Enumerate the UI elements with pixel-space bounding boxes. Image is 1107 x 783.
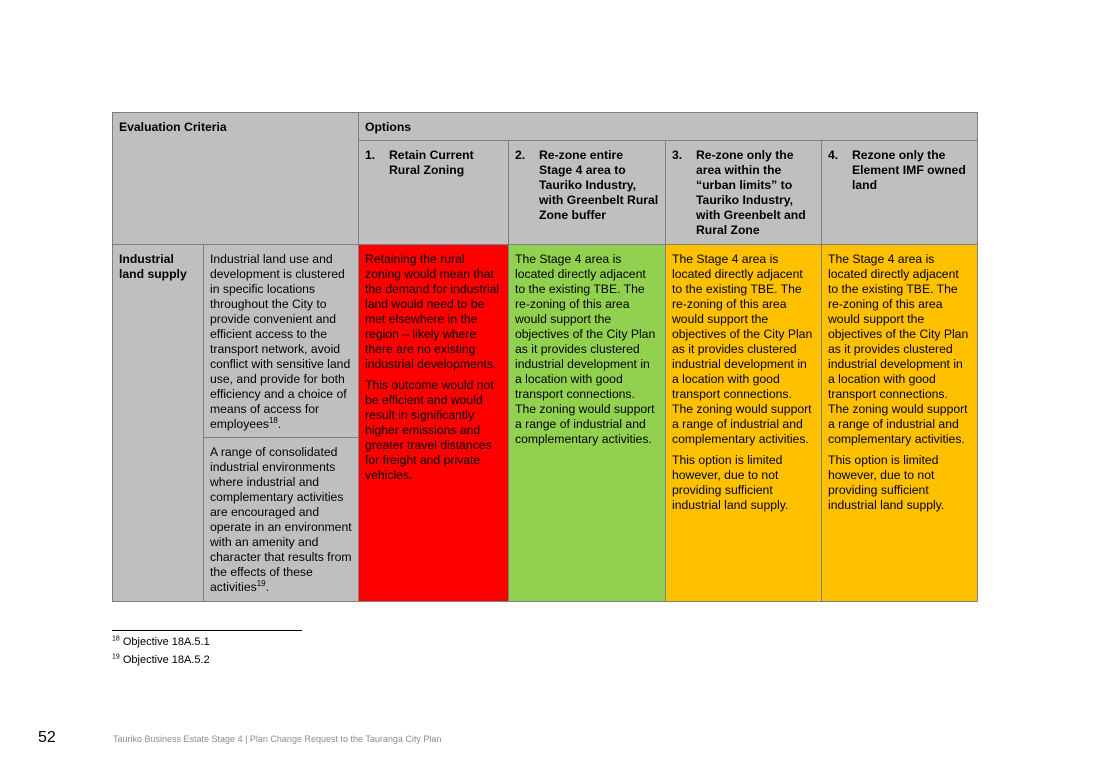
objective-end: . [265, 580, 270, 594]
header-option-3 [666, 141, 822, 245]
assessment-paragraph: Retaining the rural zoning would mean that the demand for industrial land would need to be met elsewhere in the region – likely where there are no existing industrial developments. [365, 252, 500, 371]
footnote-19 [112, 654, 210, 667]
option-number: 4. [828, 148, 839, 162]
footnote-text: Objective 18A.5.1 [122, 636, 210, 648]
assessment-paragraph: The Stage 4 area is located directly adjacent to the existing TBE. The re-zoning of this area would support the objectives of the City Plan as it provides clustered industrial development in a location with good transport connections. The zoning would support a range of industrial and complementary activities. [672, 252, 813, 446]
page-number: 52 [38, 729, 56, 746]
option-number: 3. [672, 148, 683, 162]
footnote-ref: 19 [256, 578, 266, 588]
header-option-1 [359, 141, 509, 245]
objective-18a-5-2 [204, 438, 359, 602]
objective-18a-5-1 [204, 245, 359, 438]
footnote-ref: 18 [268, 415, 278, 425]
header-option-4 [822, 141, 978, 245]
option-number: 2. [515, 148, 526, 162]
footnote-number: 19 [112, 653, 120, 661]
assessment-option-2 [509, 245, 666, 602]
footnote-text: Objective 18A.5.2 [122, 654, 210, 666]
assessment-option-1 [359, 245, 509, 602]
assessment-option-4 [822, 245, 978, 602]
footnote-number: 18 [112, 635, 120, 643]
assessment-paragraph: This option is limited however, due to not providing sufficient industrial land supply. [828, 453, 945, 512]
evaluation-table [112, 112, 978, 602]
assessment-option-3 [666, 245, 822, 602]
objective-text: A range of consolidated industrial environments where industrial and complementary activities are encouraged and operate in an environment with an amenity and character that results from the effects of these activities [210, 445, 352, 594]
objective-end: . [277, 417, 282, 431]
option-label: Retain Current Rural Zoning [389, 148, 474, 177]
footnote-separator [112, 630, 302, 631]
header-options: Options [359, 113, 978, 141]
assessment-paragraph: This outcome would not be efficient and would result in significantly higher emissions and greater travel distances for freight and private vehicles. [365, 378, 494, 482]
criterion-industrial-land-supply: Industrial land supply [113, 245, 204, 602]
header-option-2 [509, 141, 666, 245]
option-number: 1. [365, 148, 376, 162]
footnote-18 [112, 636, 210, 649]
page-footer: Tauriko Business Estate Stage 4 | Plan Change Request to the Tauranga City Plan [113, 734, 442, 744]
objective-text: Industrial land use and development is clustered in specific locations throughout the City to provide convenient and efficient access to the transport network, avoid conflict with sensitive land use, and provide for both efficiency and a choice of means of access for employees [210, 252, 351, 431]
assessment-paragraph: The Stage 4 area is located directly adjacent to the existing TBE. The re-zoning of this area would support the objectives of the City Plan as it provides clustered industrial development in a location with good transport connections. The zoning would support a range of industrial and complementary activities. [515, 252, 656, 446]
option-label: Rezone only the Element IMF owned land [852, 148, 966, 192]
header-evaluation-criteria: Evaluation Criteria [113, 113, 359, 245]
option-label: Re-zone only the area within the “urban limits” to Tauriko Industry, with Greenbelt and Rural Zone [696, 148, 806, 237]
assessment-paragraph: This option is limited however, due to not providing sufficient industrial land supply. [672, 453, 789, 512]
option-label: Re-zone entire Stage 4 area to Tauriko Industry, with Greenbelt Rural Zone buffer [539, 148, 659, 222]
assessment-paragraph: The Stage 4 area is located directly adjacent to the existing TBE. The re-zoning of this area would support the objectives of the City Plan as it provides clustered industrial development in a location with good transport connections. The zoning would support a range of industrial and complementary activities. [828, 252, 969, 446]
